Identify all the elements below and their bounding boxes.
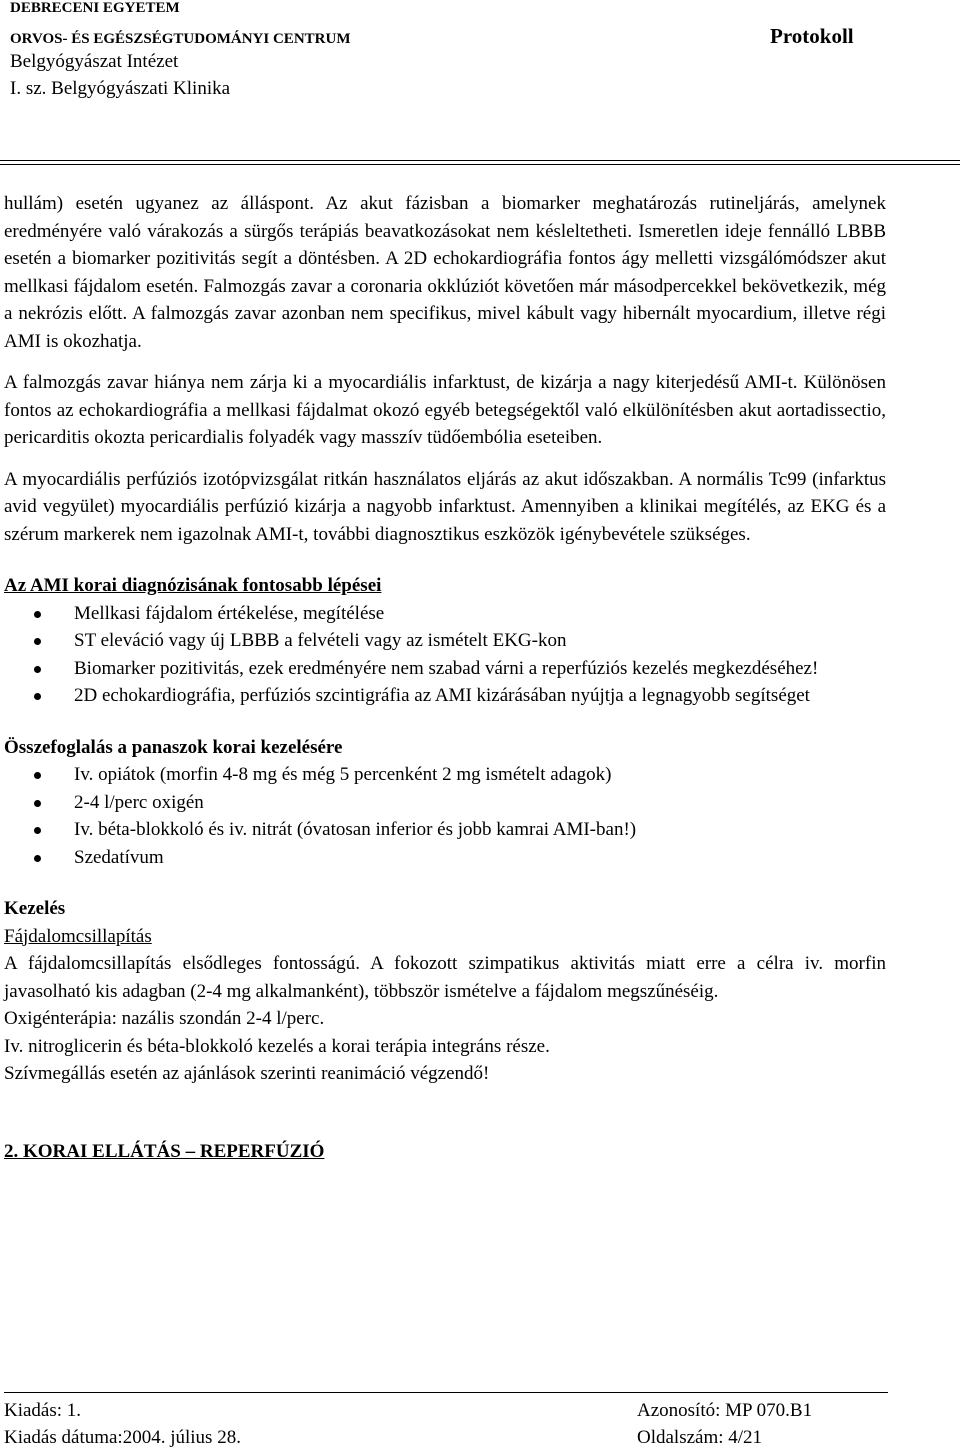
edition: Kiadás: 1.	[4, 1400, 82, 1421]
paragraph: A fájdalomcsillapítás elsődleges fontosságú. A fokozott szimpatikus aktivitás miatt erre a célra iv. morfin javasolható kis adagban (2-4 mg alkalmanként), többször ismételve a fájdalom megszűnéséig.	[4, 953, 886, 1002]
footer-divider	[4, 1392, 888, 1393]
bullet-icon	[34, 666, 41, 673]
list-item: Iv. béta-blokkoló és iv. nitrát (óvatosan inferior és jobb kamrai AMI-ban!)	[4, 816, 886, 844]
list-item: ST eleváció vagy új LBBB a felvételi vagy az ismételt EKG-kon	[4, 627, 886, 655]
document-identifier: Azonosító: MP 070.B1	[637, 1400, 813, 1421]
bullet-list	[4, 600, 886, 710]
header-divider	[0, 164, 960, 165]
list-item: Mellkasi fájdalom értékelése, megítélése	[4, 600, 886, 628]
list-item: Biomarker pozitivitás, ezek eredményére nem szabad várni a reperfúziós kezelés megkezdéséhez!	[4, 655, 886, 683]
subsection-heading: Fájdalomcsillapítás	[4, 925, 152, 947]
bullet-icon	[34, 855, 41, 862]
list-item: Szedatívum	[4, 844, 886, 872]
section-heading: Az AMI korai diagnózisának fontosabb lépései	[4, 575, 382, 596]
text-line: Szívmegállás esetén az ajánlások szerinti reanimáció végzendő!	[4, 1063, 490, 1084]
bullet-icon	[34, 693, 41, 700]
paragraph: hullám) esetén ugyanez az álláspont. Az akut fázisban a biomarker meghatározás rutineljárás, amelynek eredményére való várakozás a sürgős terápiás beavatkozásokat nem késleltetheti. Ismeretlen ideje fennálló LBBB esetén a biomarker pozitivitás segít a döntésben. A 2D echokardiográfia fontos ágy melletti vizsgálómódszer akut mellkasi fájdalom esetén. Falmozgás zavar a coronaria okklúziót követően már másodpercekkel bekövetkezik, még a nekrózis előtt. A falmozgás zavar azonban nem specifikus, mivel kábult vagy hibernált myocardium, illetve régi AMI is okozhatja.	[4, 193, 886, 352]
header-divider	[0, 160, 960, 161]
bullet-icon	[34, 638, 41, 645]
document-footer	[4, 1397, 884, 1451]
bullet-icon	[34, 772, 41, 779]
edition-date: Kiadás dátuma:2004. július 28.	[4, 1427, 241, 1448]
paragraph: A falmozgás zavar hiánya nem zárja ki a myocardiális infarktust, de kizárja a nagy kiterjedésű AMI-t. Különösen fontos az echokardiográfia a mellkasi fájdalmat okozó egyéb betegségektől való elkülönítésben akut aortadissectio, pericarditis okozta pericardialis folyadék vagy masszív tüdőembólia eseteiben.	[4, 372, 886, 448]
university-name: DEBRECENI EGYETEM	[10, 0, 180, 16]
section-heading: 2. KORAI ELLÁTÁS – REPERFÚZIÓ	[4, 1140, 325, 1162]
text-line: Oxigénterápia: nazális szondán 2-4 l/perc.	[4, 1008, 325, 1029]
list-item: Iv. opiátok (morfin 4-8 mg és még 5 percenként 2 mg ismételt adagok)	[4, 761, 886, 789]
list-item: 2-4 l/perc oxigén	[4, 789, 886, 817]
clinic-name: I. sz. Belgyógyászati Klinika	[10, 78, 231, 99]
text-line: Iv. nitroglicerin és béta-blokkoló kezelés a korai terápia integráns része.	[4, 1035, 550, 1057]
paragraph: A myocardiális perfúziós izotópvizsgálat ritkán használatos eljárás az akut időszakban. A normális Tc99 (infarktus avid vegyület) myocardiális perfúzió kizárja a nagyobb infarktust. Amennyiben a klinikai megítélés, az EKG és a szérum markerek nem igazolnak AMI-t, további diagnosztikus eszközök igénybevétele szükséges.	[4, 468, 886, 545]
center-name: ORVOS- ÉS EGÉSZSÉGTUDOMÁNYI CENTRUM	[10, 31, 351, 47]
list-item: 2D echokardiográfia, perfúziós szcintigráfia az AMI kizárásában nyújtja a legnagyobb segítséget	[4, 682, 886, 710]
bullet-icon	[34, 827, 41, 834]
bullet-list	[4, 761, 886, 871]
document-type: Protokoll	[770, 24, 854, 48]
bullet-icon	[34, 611, 41, 618]
page-number: Oldalszám: 4/21	[637, 1427, 763, 1448]
section-heading: Összefoglalás a panaszok korai kezelésére	[4, 736, 343, 758]
document-body	[4, 190, 886, 1165]
institute-name: Belgyógyászat Intézet	[10, 51, 179, 72]
document-header	[0, 0, 960, 165]
bullet-icon	[34, 800, 41, 807]
section-heading: Kezelés	[4, 898, 66, 919]
